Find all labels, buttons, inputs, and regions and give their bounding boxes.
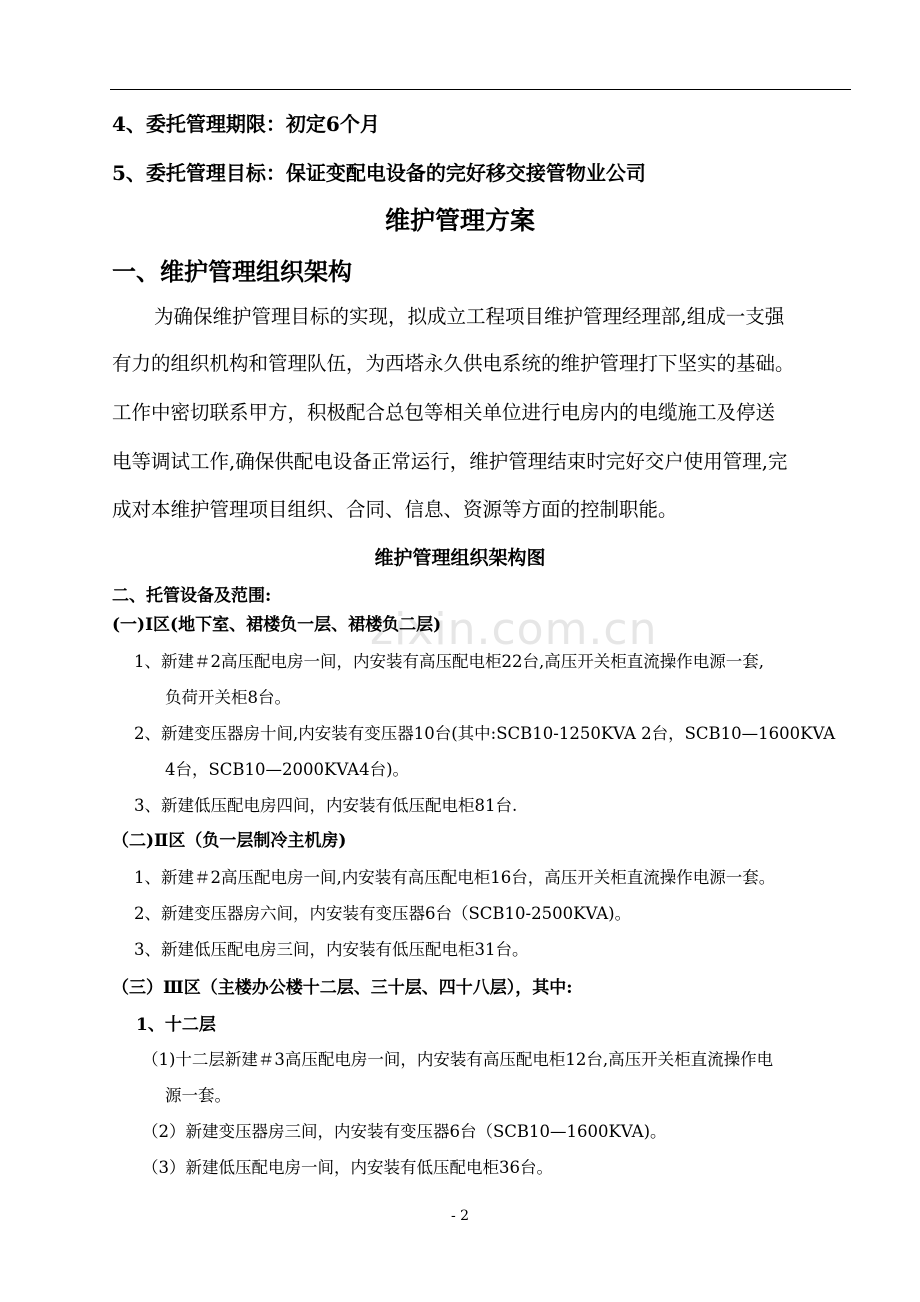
zone-3-heading: （三）Ⅲ区（主楼办公楼十二层、三十层、四十八层），其中: (112, 978, 573, 998)
item-5-goal: 5、委托管理目标：保证变配电设备的完好移交接管物业公司 (112, 161, 646, 185)
zone-1-line-3: 3、新建低压配电房四间，内安装有低压配电柜81台. (134, 796, 518, 815)
org-chart-title: 维护管理组织架构图 (374, 547, 546, 569)
zone-1-line-2: 2、新建变压器房十间,内安装有变压器10台(其中:SCB10-1250KVA 2台，SCB10—1600KVA (134, 724, 836, 743)
zone-3-line-1-cont: 源一套。 (165, 1086, 231, 1105)
section-1-heading: 一、维护管理组织架构 (112, 257, 352, 286)
paragraph-line-4: 电等调试工作,确保供配电设备正常运行，维护管理结束时完好交户使用管理,完 (112, 450, 788, 473)
zone-2-line-2: 2、新建变压器房六间，内安装有变压器6台（SCB10-2500KVA)。 (134, 904, 632, 923)
zone-1-line-1: 1、新建＃2高压配电房一间，内安装有高压配电柜22台,高压开关柜直流操作电源一套, (134, 652, 764, 671)
page-number: - 2 (450, 1208, 470, 1224)
zone-1-line-1-cont: 负荷开关柜8台。 (165, 688, 291, 707)
zone-2-line-3: 3、新建低压配电房三间，内安装有低压配电柜31台。 (134, 940, 529, 959)
watermark: zixin.com.cn (370, 604, 658, 655)
zone-1-heading: (一)Ⅰ区(地下室、裙楼负一层、裙楼负二层) (112, 615, 442, 635)
paragraph-line-2: 有力的组织机构和管理队伍，为西塔永久供电系统的维护管理打下坚实的基础。 (112, 352, 795, 375)
document-title: 维护管理方案 (384, 206, 535, 235)
zone-2-line-1: 1、新建＃2高压配电房一间,内安装有高压配电柜16台，高压开关柜直流操作电源一套。 (134, 868, 776, 887)
floor-12-heading: 1、十二层 (136, 1015, 216, 1035)
section-2-heading: 二、托管设备及范围: (112, 586, 272, 606)
zone-1-line-2-cont: 4台，SCB10—2000KVA4台)。 (165, 760, 410, 779)
paragraph-line-3: 工作中密切联系甲方，积极配合总包等相关单位进行电房内的电缆施工及停送 (112, 401, 776, 424)
paragraph-line-5: 成对本维护管理项目组织、合同、信息、资源等方面的控制职能。 (112, 498, 678, 521)
zone-3-line-3: （3）新建低压配电房一间，内安装有低压配电柜36台。 (142, 1158, 553, 1177)
zone-3-line-1: （1)十二层新建＃3高压配电房一间，内安装有高压配电柜12台,高压开关柜直流操作电 (142, 1050, 774, 1069)
zone-2-heading: （二)Ⅱ区（负一层制冷主机房) (112, 831, 347, 851)
header-rule (110, 89, 851, 90)
item-4-term: 4、委托管理期限：初定6个月 (112, 112, 380, 136)
zone-3-line-2: （2）新建变压器房三间，内安装有变压器6台（SCB10—1600KVA)。 (142, 1122, 667, 1141)
paragraph-line-1: 为确保维护管理目标的实现，拟成立工程项目维护管理经理部,组成一支强 (154, 305, 785, 328)
